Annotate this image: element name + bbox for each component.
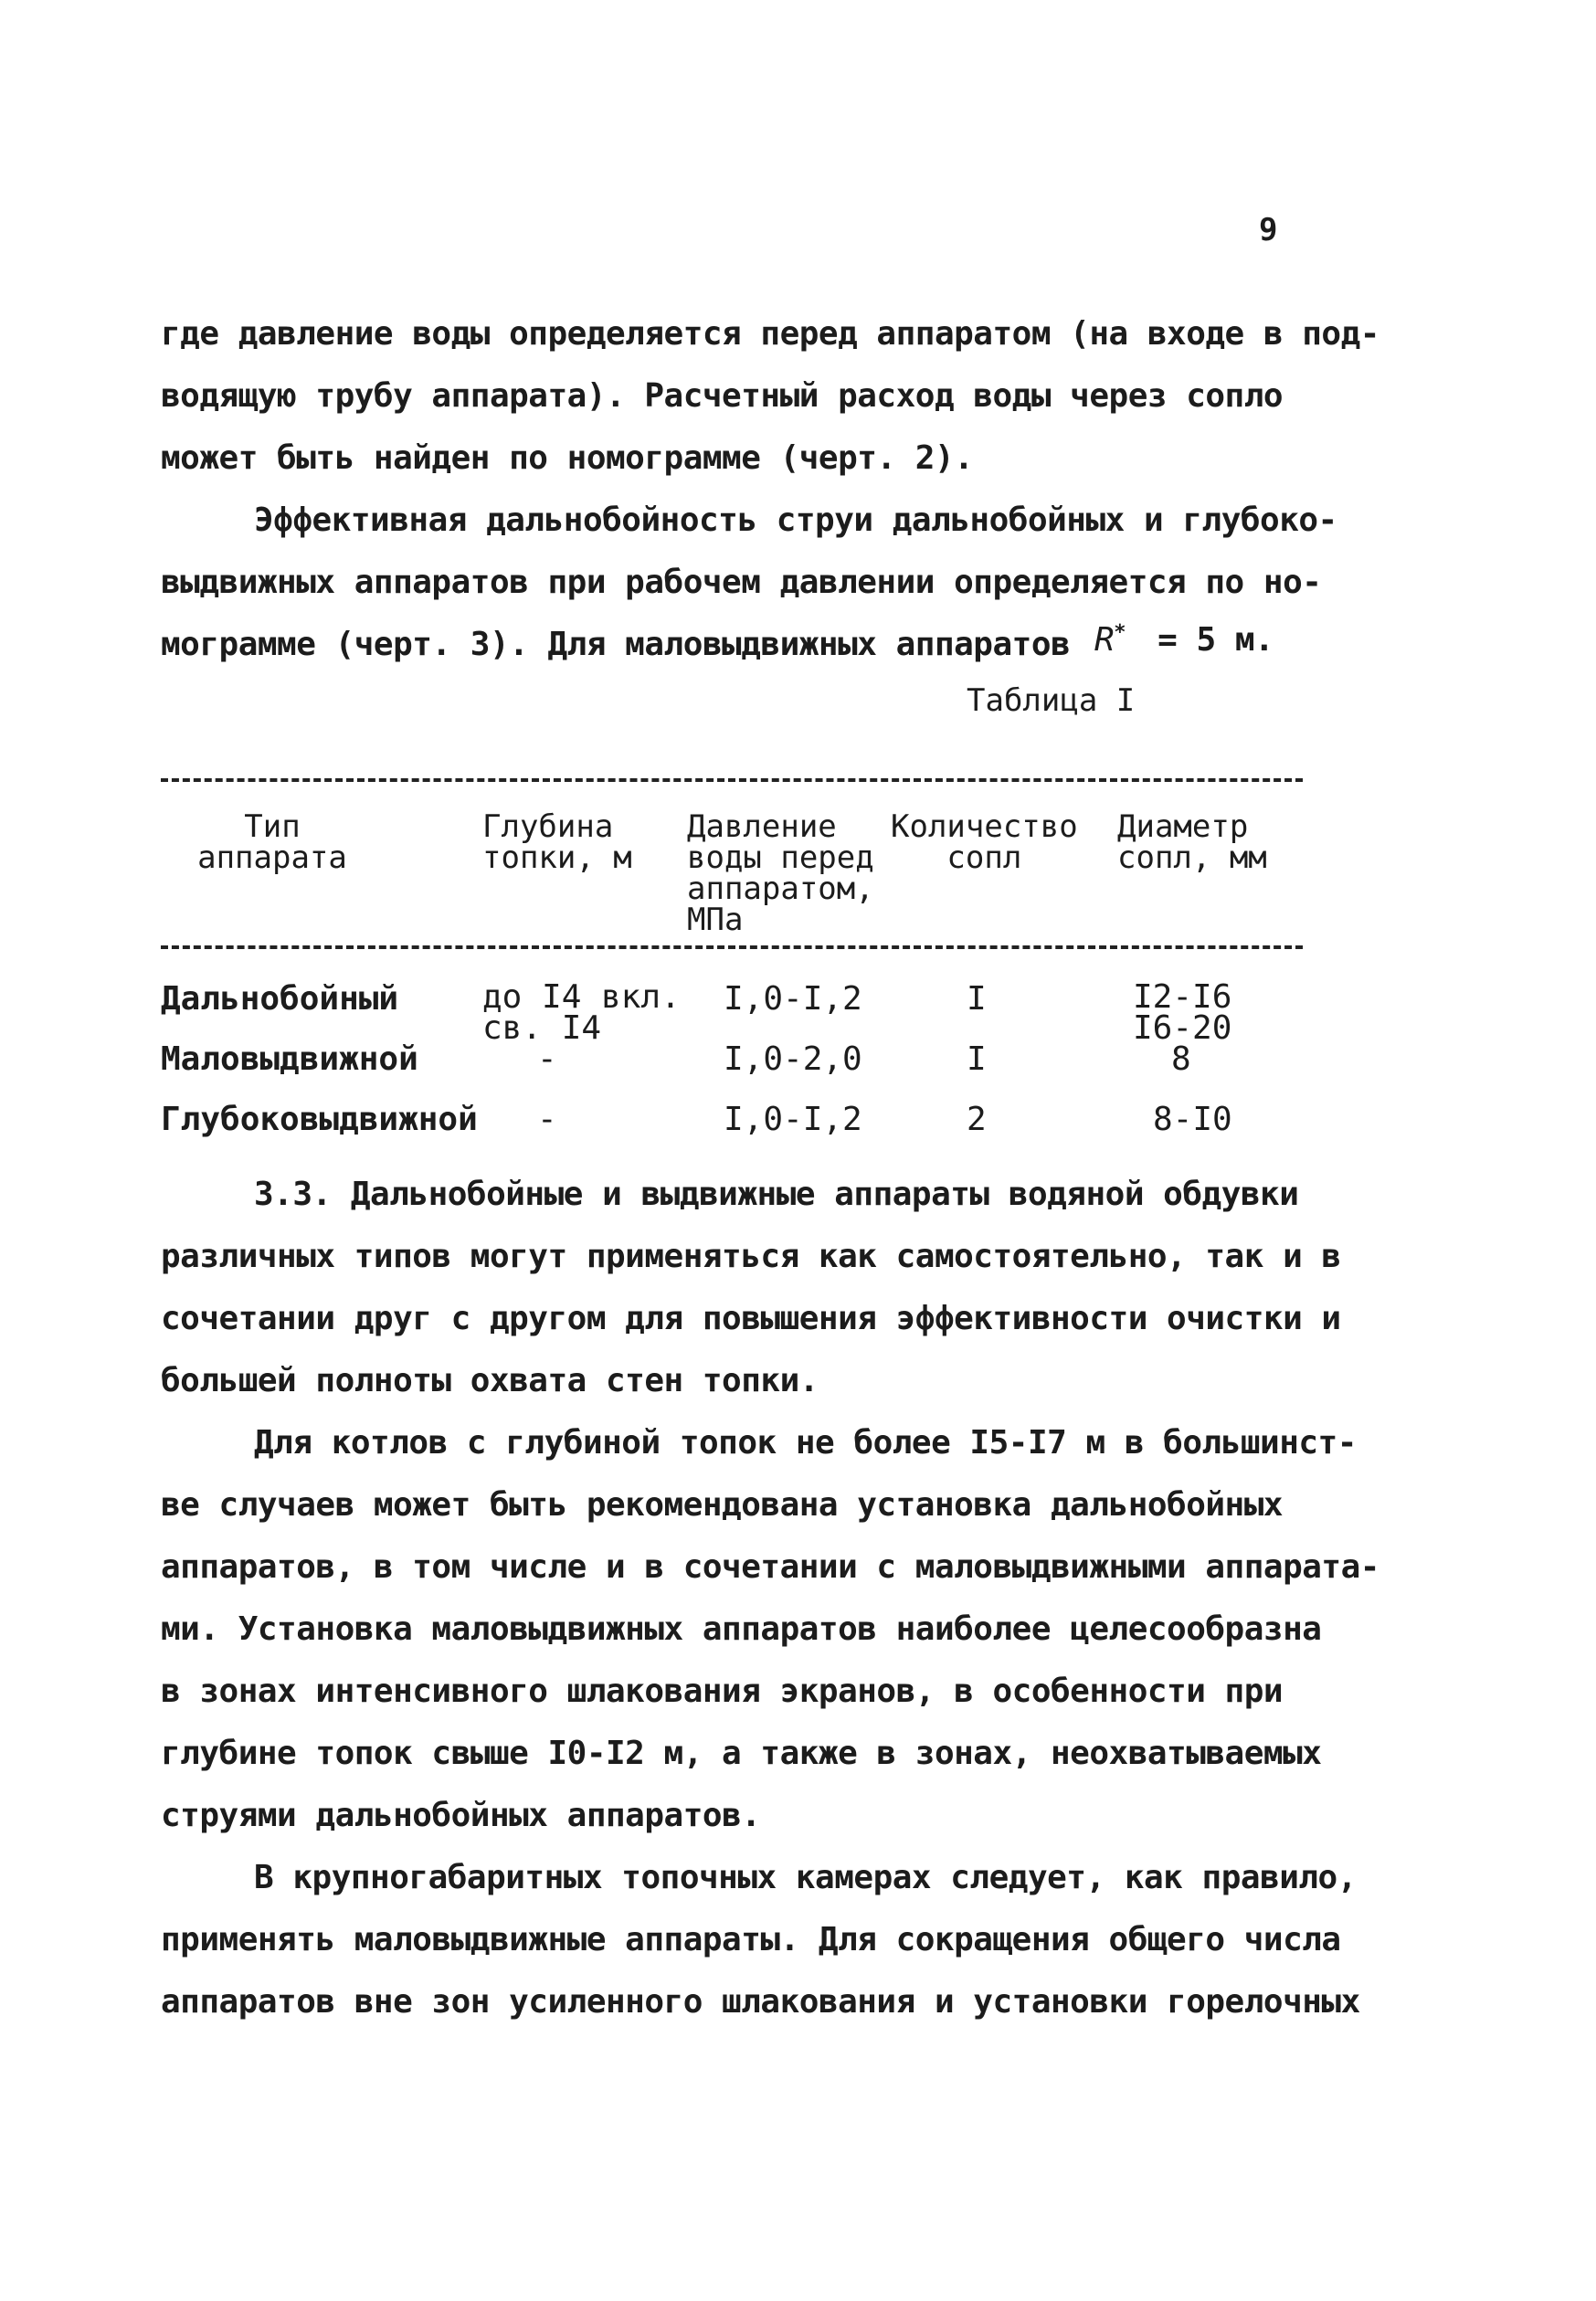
paragraph-1-line-1: где давление воды определяется перед аппаратом (на входе в под- [161,315,1379,353]
row-2-nozzles: I [967,1040,987,1078]
paragraph-4-line-7: струями дальнобойных аппаратов. [161,1797,761,1834]
paragraph-3-line-4: большей полноты охвата стен топки. [161,1362,819,1399]
paragraph-1-line-2: водящую трубу аппарата). Расчетный расход воды через сопло [161,377,1284,415]
header-nozzles: Количество сопл [891,808,1078,876]
paragraph-3-line-3: сочетании друг с другом для повышения эффективности очистки и [161,1300,1341,1337]
row-3-type: Глубоковыдвижной [161,1101,478,1138]
formula-r-star [1094,621,1274,659]
row-3-nozzles: 2 [967,1101,987,1138]
row-2-depth: - [537,1040,557,1078]
paragraph-2-line-2: выдвижных аппаратов при рабочем давлении определяется по но- [161,564,1322,601]
header-depth: Глубина топки, м [482,808,632,876]
row-2-diameter: 8 [1171,1040,1191,1078]
row-2-type: Маловыдвижной [161,1040,418,1078]
header-diameter: Диаметр сопл, мм [1117,808,1267,876]
paragraph-4-line-5: в зонах интенсивного шлакования экранов, в особенности при [161,1673,1284,1710]
paragraph-4-line-6: глубине топок свыше I0-I2 м, а также в зонах, неохватываемых [161,1735,1322,1772]
row-3-pressure: I,0-I,2 [724,1101,862,1138]
row-1-type: Дальнобойный [161,980,399,1018]
header-pressure: Давление воды перед аппаратом, МПа [687,808,874,938]
table-top-rule [161,778,1303,782]
table-caption: Таблица I [967,682,1136,719]
paragraph-2-line-1: Эффективная дальнобойность струи дальнобойных и глубоко- [254,501,1337,539]
formula-superscript: * [1114,621,1126,644]
paragraph-4-line-2: ве случаев может быть рекомендована установка дальнобойных [161,1486,1284,1524]
paragraph-4-line-3: аппаратов, в том числе и в сочетании с маловыдвижными аппарата- [161,1548,1379,1586]
paragraph-2-line-3: мограмме (черт. 3). Для маловыдвижных аппаратов [161,626,1071,663]
paragraph-4-line-1: Для котлов с глубиной топок не более I5-I7 м в большинст- [254,1424,1357,1462]
paragraph-1-line-3: может быть найден по номограмме (черт. 2). [161,439,974,477]
paragraph-3-line-2: различных типов могут применяться как самостоятельно, так и в [161,1238,1341,1275]
paragraph-3-line-1: 3.3. Дальнобойные и выдвижные аппараты водяной обдувки [254,1176,1299,1213]
formula-symbol: R [1094,621,1115,659]
formula-value: = 5 м. [1157,621,1274,659]
row-1-pressure: I,0-I,2 [724,980,862,1018]
row-1-nozzles: I [967,980,987,1018]
row-2-pressure: I,0-2,0 [724,1040,862,1078]
header-type: Тип аппарата [197,808,347,876]
paragraph-5-line-2: применять маловыдвижные аппараты. Для сокращения общего числа [161,1921,1341,1958]
page-number: 9 [1259,212,1278,248]
paragraph-5-line-1: В крупногабаритных топочных камерах следует, как правило, [254,1859,1357,1896]
row-1-diameter: I2-I6 I6-20 [1133,978,1232,1047]
row-3-diameter: 8-I0 [1153,1101,1232,1138]
table-header-rule [161,945,1303,949]
row-3-depth: - [537,1101,557,1138]
row-1-depth: до I4 вкл. св. I4 [482,978,681,1047]
paragraph-5-line-3: аппаратов вне зон усиленного шлакования и установки горелочных [161,1983,1360,2021]
paragraph-4-line-4: ми. Установка маловыдвижных аппаратов наиболее целесообразна [161,1610,1322,1648]
